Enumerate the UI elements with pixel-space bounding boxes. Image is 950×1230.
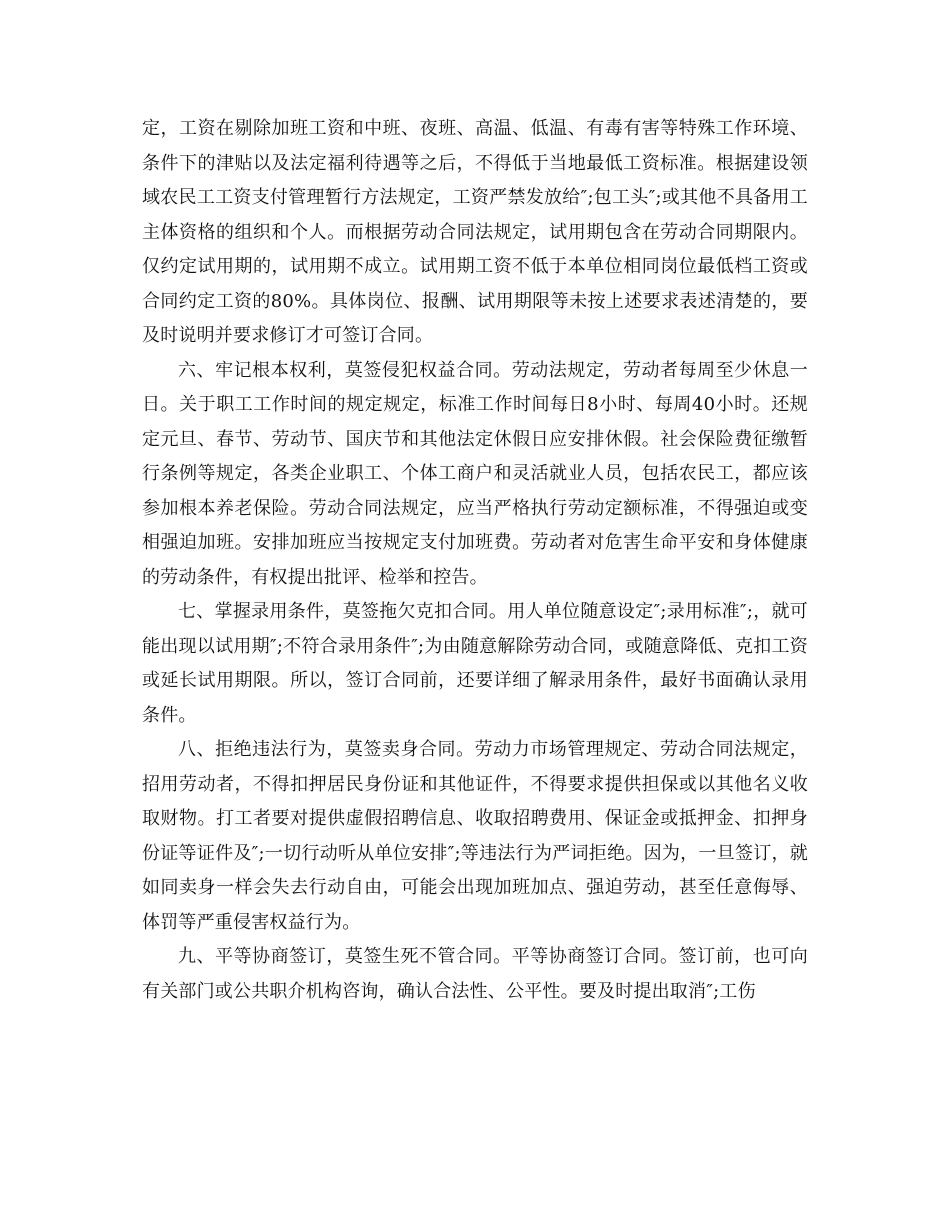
paragraph-section-eight: 八、拒绝违法行为，莫签卖身合同。劳动力市场管理规定、劳动合同法规定，招用劳动者，不得扣押居民身份证和其他证件，不得要求提供担保或以其他名义收取财物。打工者要对提供虚假招聘信息、收取招聘费用、保证金或抵押金、扣押身份证等证件及″;一切行动听从单位安排″;等违法行为严词拒绝。因为，一旦签订，就如同卖身一样会失去行动自由，可能会出现加班加点、强迫劳动，甚至任意侮辱、体罚等严重侵害权益行为。 xyxy=(142,739,808,933)
paragraph-section-seven: 七、掌握录用条件，莫签拖欠克扣合同。用人单位随意设定″;录用标准″;，就可能出现以试用期″;不符合录用条件″;为由随意解除劳动合同，或随意降低、克扣工资或延长试用期限。所以，签订合同前，还要详细了解录用条件，最好书面确认录用条件。 xyxy=(142,601,808,726)
paragraph-section-six: 六、牢记根本权利，莫签侵犯权益合同。劳动法规定，劳动者每周至少休息一日。关于职工工作时间的规定规定，标准工作时间每日8小时、每周40小时。还规定元旦、春节、劳动节、国庆节和其他法定休假日应安排休假。社会保险费征缴暂行条例等规定，各类企业职工、个体工商户和灵活就业人员，包括农民工，都应该参加根本养老保险。劳动合同法规定，应当严格执行劳动定额标准，不得强迫或变相强迫加班。安排加班应当按规定支付加班费。劳动者对危害生命平安和身体健康的劳动条件，有权提出批评、检举和控告。 xyxy=(142,359,808,588)
document-body xyxy=(142,112,808,1009)
paragraph-section-nine: 九、平等协商签订，莫签生死不管合同。平等协商签订合同。签订前，也可向有关部门或公共职介机构咨询，确认合法性、公平性。要及时提出取消″;工伤 xyxy=(142,946,808,1002)
paragraph-wage-continuation: 定，工资在剔除加班工资和中班、夜班、高温、低温、有毒有害等特殊工作环境、条件下的津贴以及法定福利待遇等之后，不得低于当地最低工资标准。根据建设领域农民工工资支付管理暂行方法规定，工资严禁发放给″;包工头″;或其他不具备用工主体资格的组织和个人。而根据劳动合同法规定，试用期包含在劳动合同期限内。仅约定试用期的，试用期不成立。试用期工资不低于本单位相同岗位最低档工资或合同约定工资的80%。具体岗位、报酬、试用期限等未按上述要求表述清楚的，要及时说明并要求修订才可签订合同。 xyxy=(142,118,808,346)
